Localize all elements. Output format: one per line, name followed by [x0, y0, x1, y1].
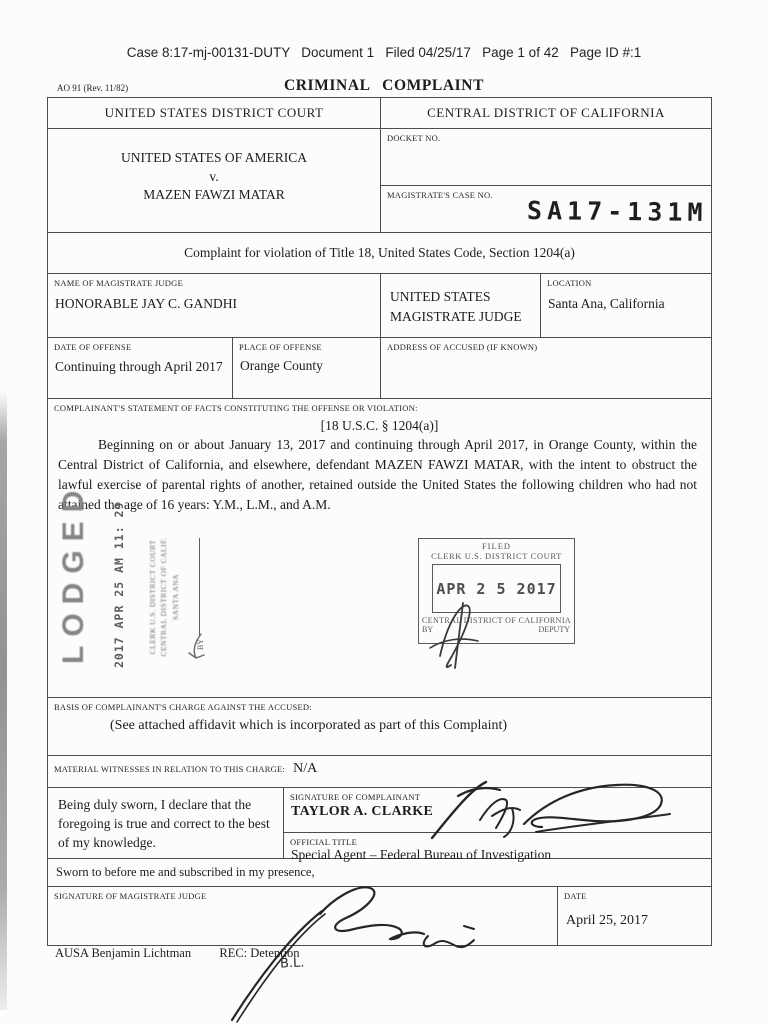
sworn-line: Sworn to before me and subscribed in my presence, [48, 859, 711, 887]
court-name: UNITED STATES DISTRICT COURT [48, 98, 381, 129]
location-cell [541, 274, 711, 338]
address-of-accused-label: ADDRESS OF ACCUSED (IF KNOWN) [387, 342, 538, 352]
handwritten-initials: B.L. [279, 955, 305, 972]
district-name: CENTRAL DISTRICT OF CALIFORNIA [381, 98, 711, 129]
official-title-value: Special Agent – Federal Bureau of Investigation [291, 847, 552, 862]
filed-stamp-deputy-label: DEPUTY [538, 625, 570, 634]
scan-edge-artifact [0, 392, 7, 1010]
lodged-by-label: BY [196, 638, 205, 650]
witnesses-label: MATERIAL WITNESSES IN RELATION TO THIS CHARGE: [54, 764, 286, 774]
date-cell [558, 887, 711, 945]
magistrate-case-number-stamp: SA17-131M [526, 196, 708, 227]
magistrate-judge-cell [48, 274, 381, 338]
lodged-stamp-arrow-icon [184, 632, 210, 662]
filed-stamp-district-line: CENTRAL DISTRICT OF CALIFORNIA [421, 616, 572, 625]
form-number: AO 91 (Rev. 11/82) [57, 83, 129, 93]
statute-citation: [18 U.S.C. § 1204(a)] [320, 418, 439, 433]
witnesses-value: N/A [293, 761, 318, 776]
plaintiff-name: UNITED STATES OF AMERICA [120, 150, 308, 165]
magistrate-title: UNITED STATES MAGISTRATE JUDGE [390, 289, 522, 325]
magistrate-title-cell [381, 274, 541, 338]
docket-label: DOCKET NO. [387, 133, 441, 143]
declaration-text: Being duly sworn, I declare that the foregoing is true and correct to the best of my knowledge. [58, 797, 270, 850]
official-title-label: OFFICIAL TITLE [290, 837, 358, 847]
declaration-cell [48, 788, 284, 859]
address-of-accused-cell [381, 338, 711, 399]
document-title: CRIMINAL COMPLAINT [283, 77, 485, 94]
complainant-name: TAYLOR A. CLARKE [291, 804, 434, 819]
lodged-stamp-word: LODGED [57, 481, 90, 664]
date-of-offense-label: DATE OF OFFENSE [54, 342, 132, 352]
versus-label: v. [209, 168, 219, 184]
lodged-clerk-line2: CENTRAL DISTRICT OF CALIF. [159, 537, 169, 657]
lodged-clerk-line1: CLERK U.S. DISTRICT COURT [148, 539, 157, 655]
magistrate-case-label: MAGISTRATE'S CASE NO. [387, 190, 493, 200]
complainant-signature [428, 774, 678, 856]
date-label: DATE [564, 891, 587, 901]
date-value: April 25, 2017 [566, 913, 649, 928]
filed-stamp-clerk-line: CLERK U.S. DISTRICT COURT [431, 551, 562, 561]
location-value: Santa Ana, California [548, 296, 665, 311]
magistrate-judge-label: NAME OF MAGISTRATE JUDGE [54, 278, 184, 288]
lodged-clerk-line3: SANTA ANA [170, 573, 180, 621]
complainant-signature-label: SIGNATURE OF COMPLAINANT [290, 792, 421, 802]
place-of-offense-cell [233, 338, 381, 399]
date-of-offense-cell [48, 338, 233, 399]
defendant-name: MAZEN FAWZI MATAR [143, 187, 285, 203]
ausa-footer-line [55, 946, 300, 961]
docket-cell [381, 129, 711, 186]
basis-label: BASIS OF COMPLAINANT'S CHARGE AGAINST THE ACCUSED: [54, 702, 312, 712]
rec-note: REC: Detention [219, 946, 300, 960]
magistrate-judge-name: HONORABLE JAY C. GANDHI [55, 296, 238, 311]
basis-cell [48, 698, 711, 756]
deputy-signature-scribble [418, 596, 493, 674]
statement-label: COMPLAINANT'S STATEMENT OF FACTS CONSTITUTING THE OFFENSE OR VIOLATION: [54, 403, 418, 413]
lodged-stamp-datetime: 2017 APR 25 AM 11: 29 [112, 501, 126, 668]
statement-body: Beginning on or about January 13, 2017 and continuing through April 2017, in Orange County, within the Central District of California, and elsewhere, defendant MAZEN FAWZI MATAR, with the intent to obstruct the lawful exercise of parental rights of another, retained outside the United States the following children who had not attained the age of 16 years: Y.M., L.M., and A.M. [58, 437, 697, 512]
location-label: LOCATION [547, 278, 592, 288]
filed-stamp-by-label: BY [422, 625, 434, 634]
place-of-offense-value: Orange County [240, 358, 323, 373]
complaint-violation-line: Complaint for violation of Title 18, United States Code, Section 1204(a) [48, 233, 711, 274]
date-of-offense-value: Continuing through April 2017 [55, 359, 223, 374]
judge-signature-label: SIGNATURE OF MAGISTRATE JUDGE [54, 891, 207, 901]
ecf-case-header: Case 8:17-mj-00131-DUTY Document 1 Filed 04/25/17 Page 1 of 42 Page ID #:1 [126, 45, 642, 60]
ausa-name: AUSA Benjamin Lichtman [55, 946, 192, 960]
filed-stamp-filed-label: FILED [481, 541, 512, 551]
filed-stamp-date: APR 2 5 2017 [432, 564, 561, 613]
basis-value: (See attached affidavit which is incorporated as part of this Complaint) [110, 718, 508, 733]
lodged-stamp-clerk-lines [147, 528, 181, 666]
magistrate-case-cell [381, 186, 711, 233]
place-of-offense-label: PLACE OF OFFENSE [239, 342, 322, 352]
parties-block [48, 129, 381, 233]
